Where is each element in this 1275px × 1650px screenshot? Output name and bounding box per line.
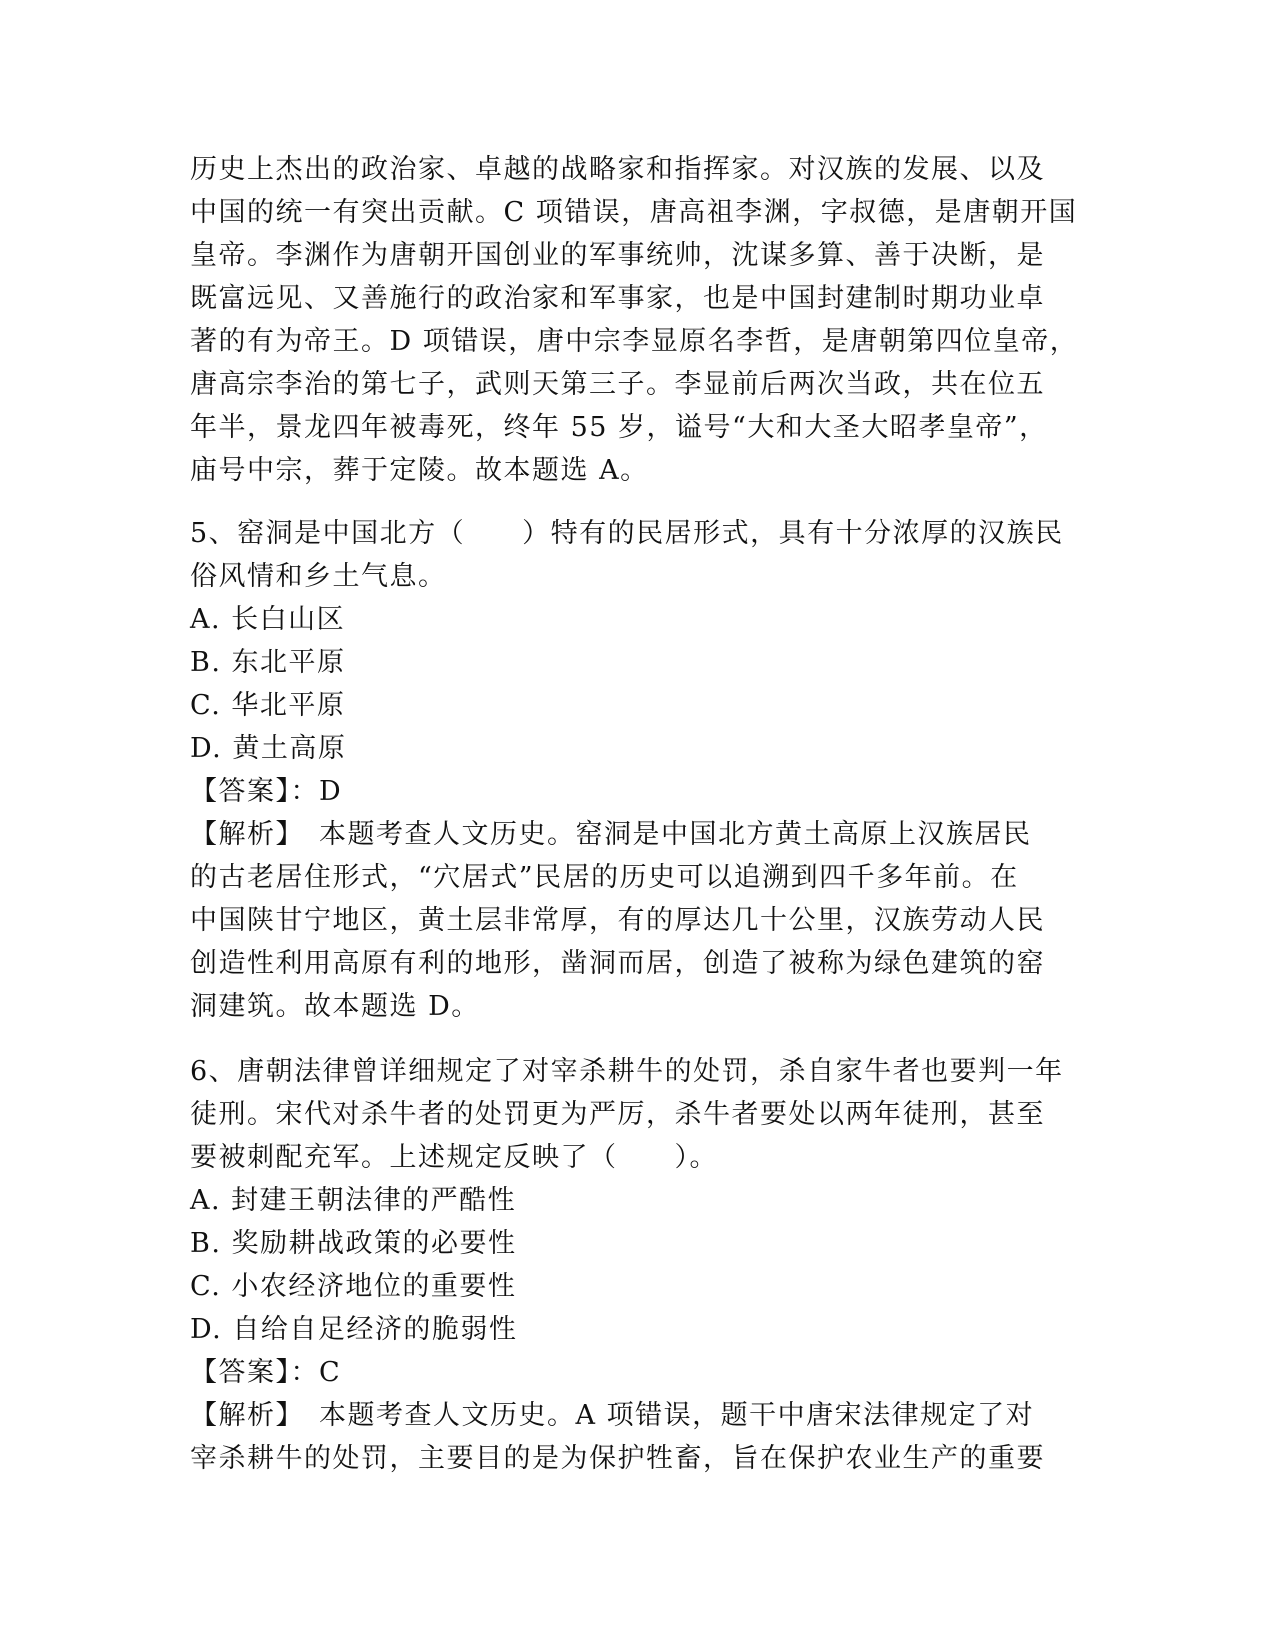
text-line: 既富远见、又善施行的政治家和军事家，也是中国封建制时期功业卓 (190, 283, 1045, 314)
analysis-line: 的古老居住形式，“穴居式”民居的历史可以追溯到四千多年前。在 (190, 862, 1019, 893)
question-stem-line: 要被刺配充军。上述规定反映了（ ）。 (190, 1142, 718, 1173)
text-line: 中国的统一有突出贡献。C 项错误，唐高祖李渊，字叔德，是唐朝开国 (190, 197, 1078, 228)
text-line: 著的有为帝王。D 项错误，唐中宗李显原名李哲，是唐朝第四位皇帝， (190, 326, 1079, 357)
analysis-line: 【解析】 本题考查人文历史。窑洞是中国北方黄土高原上汉族居民 (190, 819, 1032, 850)
text-line: 历史上杰出的政治家、卓越的战略家和指挥家。对汉族的发展、以及 (190, 154, 1045, 185)
question-6 (190, 1050, 1090, 1480)
option-a: A. 封建王朝法律的严酷性 (190, 1185, 517, 1216)
analysis-line: 中国陕甘宁地区，黄土层非常厚，有的厚达几十公里，汉族劳动人民 (190, 905, 1045, 936)
question-stem-line: 徒刑。宋代对杀牛者的处罚更为严厉，杀牛者要处以两年徒刑，甚至 (190, 1099, 1045, 1130)
question-5 (190, 512, 1090, 1028)
paragraph-spacer (190, 492, 1090, 512)
option-b: B. 奖励耕战政策的必要性 (190, 1228, 517, 1259)
text-line: 庙号中宗，葬于定陵。故本题选 A。 (190, 455, 649, 486)
option-a: A. 长白山区 (190, 604, 346, 635)
intro-paragraph (190, 148, 1090, 492)
answer-line: 【答案】：C (190, 1357, 342, 1388)
analysis-line: 【解析】 本题考查人文历史。A 项错误，题干中唐宋法律规定了对 (190, 1400, 1035, 1431)
question-stem-line: 6、唐朝法律曾详细规定了对宰杀耕牛的处罚，杀自家牛者也要判一年 (190, 1056, 1064, 1087)
option-b: B. 东北平原 (190, 647, 346, 678)
paragraph-spacer (190, 1028, 1090, 1050)
option-d: D. 黄土高原 (190, 733, 347, 764)
text-line: 年半，景龙四年被毒死，终年 55 岁，谥号“大和大圣大昭孝皇帝”， (190, 412, 1048, 443)
analysis-line: 宰杀耕牛的处罚，主要目的是为保护牲畜，旨在保护农业生产的重要 (190, 1443, 1045, 1474)
answer-line: 【答案】：D (190, 776, 343, 807)
question-stem-line: 俗风情和乡土气息。 (190, 561, 447, 592)
document-page (190, 148, 1090, 1480)
analysis-line: 创造性利用高原有利的地形，凿洞而居，创造了被称为绿色建筑的窑 (190, 948, 1045, 979)
question-stem-line: 5、窑洞是中国北方（ ）特有的民居形式，具有十分浓厚的汉族民 (190, 518, 1064, 549)
option-d: D. 自给自足经济的脆弱性 (190, 1314, 518, 1345)
text-line: 唐高宗李治的第七子，武则天第三子。李显前后两次当政，共在位五 (190, 369, 1045, 400)
analysis-line: 洞建筑。故本题选 D。 (190, 991, 480, 1022)
option-c: C. 华北平原 (190, 690, 346, 721)
option-c: C. 小农经济地位的重要性 (190, 1271, 517, 1302)
text-line: 皇帝。李渊作为唐朝开国创业的军事统帅，沈谋多算、善于决断，是 (190, 240, 1045, 271)
